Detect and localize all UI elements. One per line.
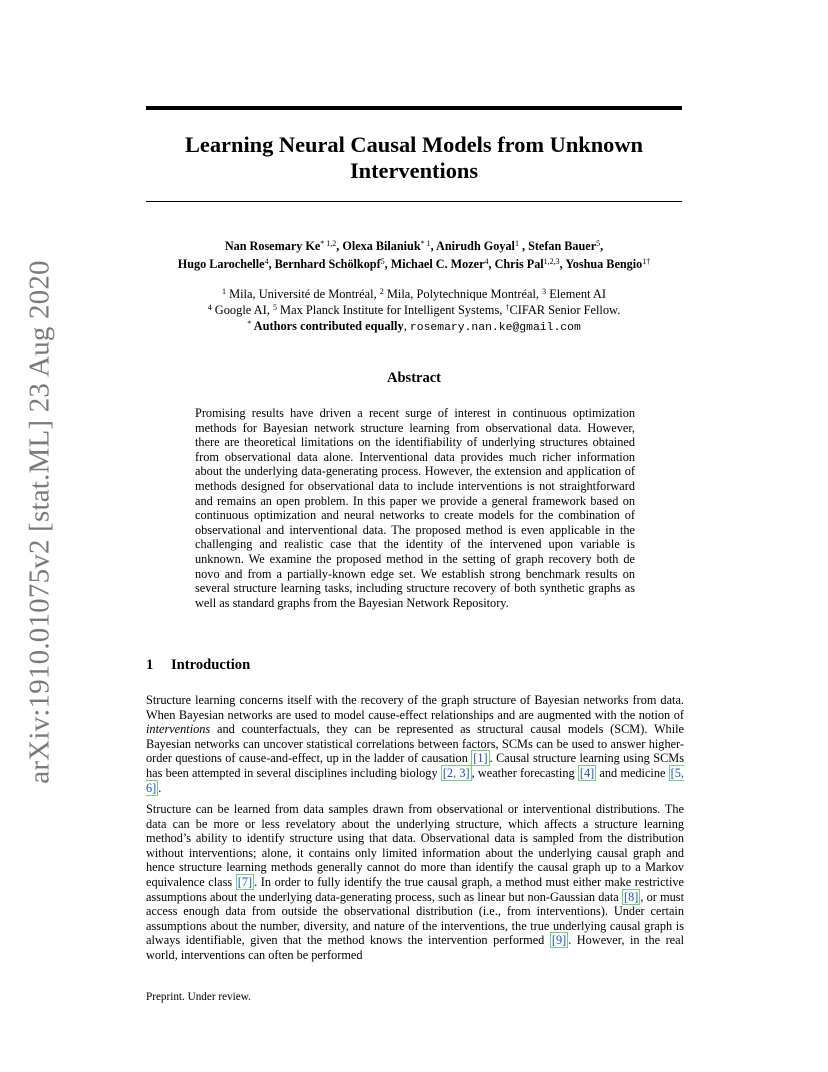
citation-link[interactable]: [7] xyxy=(237,874,253,889)
affiliation-mark: † xyxy=(505,303,510,312)
affiliation-mark: 5 xyxy=(596,239,601,248)
equal-contribution-note: Authors contributed equally xyxy=(251,319,404,333)
title-bottom-rule xyxy=(146,201,682,202)
emphasized-text: interventions xyxy=(146,722,211,737)
separator: , xyxy=(600,239,604,253)
arxiv-identifier-stamp: arXiv:1910.01075v2 [stat.ML] 23 Aug 2020 xyxy=(23,260,56,784)
separator: , xyxy=(559,257,566,271)
citation-link[interactable]: [4] xyxy=(579,765,595,780)
author-name: Hugo Larochelle xyxy=(177,257,265,271)
affiliation-line-1 xyxy=(146,286,682,302)
separator: , xyxy=(488,257,495,271)
paragraph-text: . Causal structure learning using SCMs has been attempted in several disciplines including biology xyxy=(146,751,684,780)
affiliation-line-2 xyxy=(146,302,682,318)
affiliation-text: Mila, Université de Montréal, xyxy=(226,287,380,301)
author-name: Bernhard Schölkopf xyxy=(274,257,381,271)
citation-link[interactable]: [1] xyxy=(473,751,488,766)
paragraph-text: , weather forecasting xyxy=(471,765,578,780)
affiliation-mark: 4 xyxy=(264,257,269,266)
affiliation-text: CIFAR Senior Fellow. xyxy=(509,303,621,317)
abstract-body: Promising results have driven a recent surge of interest in continuous optimization methods for Bayesian network structure learning from observational data. However, there are theoretical limitations on the identifiability of underlying structures obtained from observational data alone. Interventional data provides much richer information about the underlying data-generating process. However, the extension and application of methods designed for observational data to include interventions is not straightforward and remains an open problem. In this paper we provide a general framework based on continuous optimization and neural networks to create models for the combination of observational and interventional data. The proposed method is even applicable in the challenging and realistic case that the identity of the intervened upon variable is unknown. We examine the proposed method in the setting of graph recovery both de novo and from a partially-known edge set. We establish strong benchmark results on several structure learning tasks, including structure recovery of both synthetic graphs as well as standard graphs from the Bayesian Network Repository. xyxy=(195,406,635,610)
affiliation-mark: * 1,2 xyxy=(320,239,337,248)
affiliation-mark: 1† xyxy=(642,257,651,266)
author-name: Olexa Bilaniuk xyxy=(342,239,421,253)
affiliation-mark: * 1 xyxy=(420,239,431,248)
author-name: Yoshua Bengio xyxy=(565,257,643,271)
author-line-1 xyxy=(130,237,698,255)
affiliation-text: Max Planck Institute for Intelligent Systems, xyxy=(276,303,506,317)
author-name: Nan Rosemary Ke xyxy=(224,239,321,253)
section-number: 1 xyxy=(146,657,154,673)
paragraph-text: . xyxy=(158,780,162,795)
author-name: Stefan Bauer xyxy=(528,239,597,253)
author-name: Chris Pal xyxy=(494,257,544,271)
title-top-rule xyxy=(146,106,682,110)
intro-paragraph-1 xyxy=(146,693,684,795)
affiliation-mark: 1,2,3 xyxy=(543,257,560,266)
affiliation-text: Element AI xyxy=(546,287,606,301)
affiliation-mark: 2 xyxy=(379,287,384,296)
paragraph-text: and counterfactuals, they can be represented as structural causal models (SCM). While Bayesian networks can uncover statistical correlations between factors, SCMs can be used to answer higher-order questions of cause-and-effect, up in the ladder of causation xyxy=(146,722,684,766)
separator: , xyxy=(336,239,343,253)
affiliation-line-3 xyxy=(146,318,682,336)
author-name: Anirudh Goyal xyxy=(436,239,515,253)
paragraph-text: . However, in the real world, interventions can often be performed xyxy=(146,933,685,962)
affiliation-mark: 1 xyxy=(514,239,519,248)
section-title: Introduction xyxy=(171,657,251,673)
affiliation-text: Mila, Polytechnique Montréal, xyxy=(383,287,543,301)
paper-title: Learning Neural Causal Models from Unknown Interventions xyxy=(184,132,643,183)
separator: , xyxy=(430,239,437,253)
affiliation-mark: 4 xyxy=(207,303,212,312)
affiliation-mark: 1 xyxy=(222,287,226,296)
affiliation-text: Google AI, xyxy=(211,303,273,317)
affiliation-mark: 4 xyxy=(484,257,489,266)
paragraph-text: , or must access enough data from outside the observational distribution (i.e., from interventions). Under certain assumptions about the number, diversity, and nature of the interventions, the true underlying causal graph is always identifiable, given that the method knows the intervention performed xyxy=(146,889,684,948)
separator: , xyxy=(518,239,529,253)
comma: , xyxy=(403,319,410,333)
citation-link[interactable]: [5, 6] xyxy=(146,765,684,795)
equal-contribution-mark: * xyxy=(247,319,252,328)
intro-paragraph-2 xyxy=(146,802,684,963)
author-name: Michael C. Mozer xyxy=(390,257,485,271)
paragraph-text: Structure can be learned from data samples drawn from observational or interventional distributions. The data can be more or less revelatory about the underlying structure, which affects a structure learning method’s ability to identify structure using that data. Observational data is sampled from the distribution without interventions; alone, it contains only limited information about the underlying causal graph and hence structure learning methods generally cannot do more than identify the causal graph up to a Markov equivalence class xyxy=(146,802,684,889)
separator: , xyxy=(384,257,391,271)
paragraph-text: Structure learning concerns itself with the recovery of the graph structure of Bayesian networks from data. When Bayesian networks are used to model cause-effect relationships and are augmented with the notion of xyxy=(146,693,684,722)
separator: , xyxy=(268,257,275,271)
contact-email-link[interactable]: rosemary.nan.ke@gmail.com xyxy=(409,322,581,334)
abstract-heading: Abstract xyxy=(387,370,441,386)
preprint-footer: Preprint. Under review. xyxy=(146,991,251,1003)
paragraph-text: . In order to fully identify the true causal graph, a method must either make restrictive assumptions about the underlying data-generating process, such as linear but non-Gaussian data xyxy=(146,874,684,904)
author-line-2 xyxy=(130,255,698,273)
section-heading-introduction xyxy=(146,657,250,674)
citation-link[interactable]: [9] xyxy=(551,933,567,948)
affiliation-mark: 5 xyxy=(272,303,277,312)
affiliation-mark: 3 xyxy=(542,287,547,296)
citation-link[interactable]: [8] xyxy=(623,889,639,904)
affiliation-mark: 5 xyxy=(380,257,385,266)
paragraph-text: and medicine xyxy=(596,765,669,780)
citation-link[interactable]: [2, 3] xyxy=(442,765,470,780)
